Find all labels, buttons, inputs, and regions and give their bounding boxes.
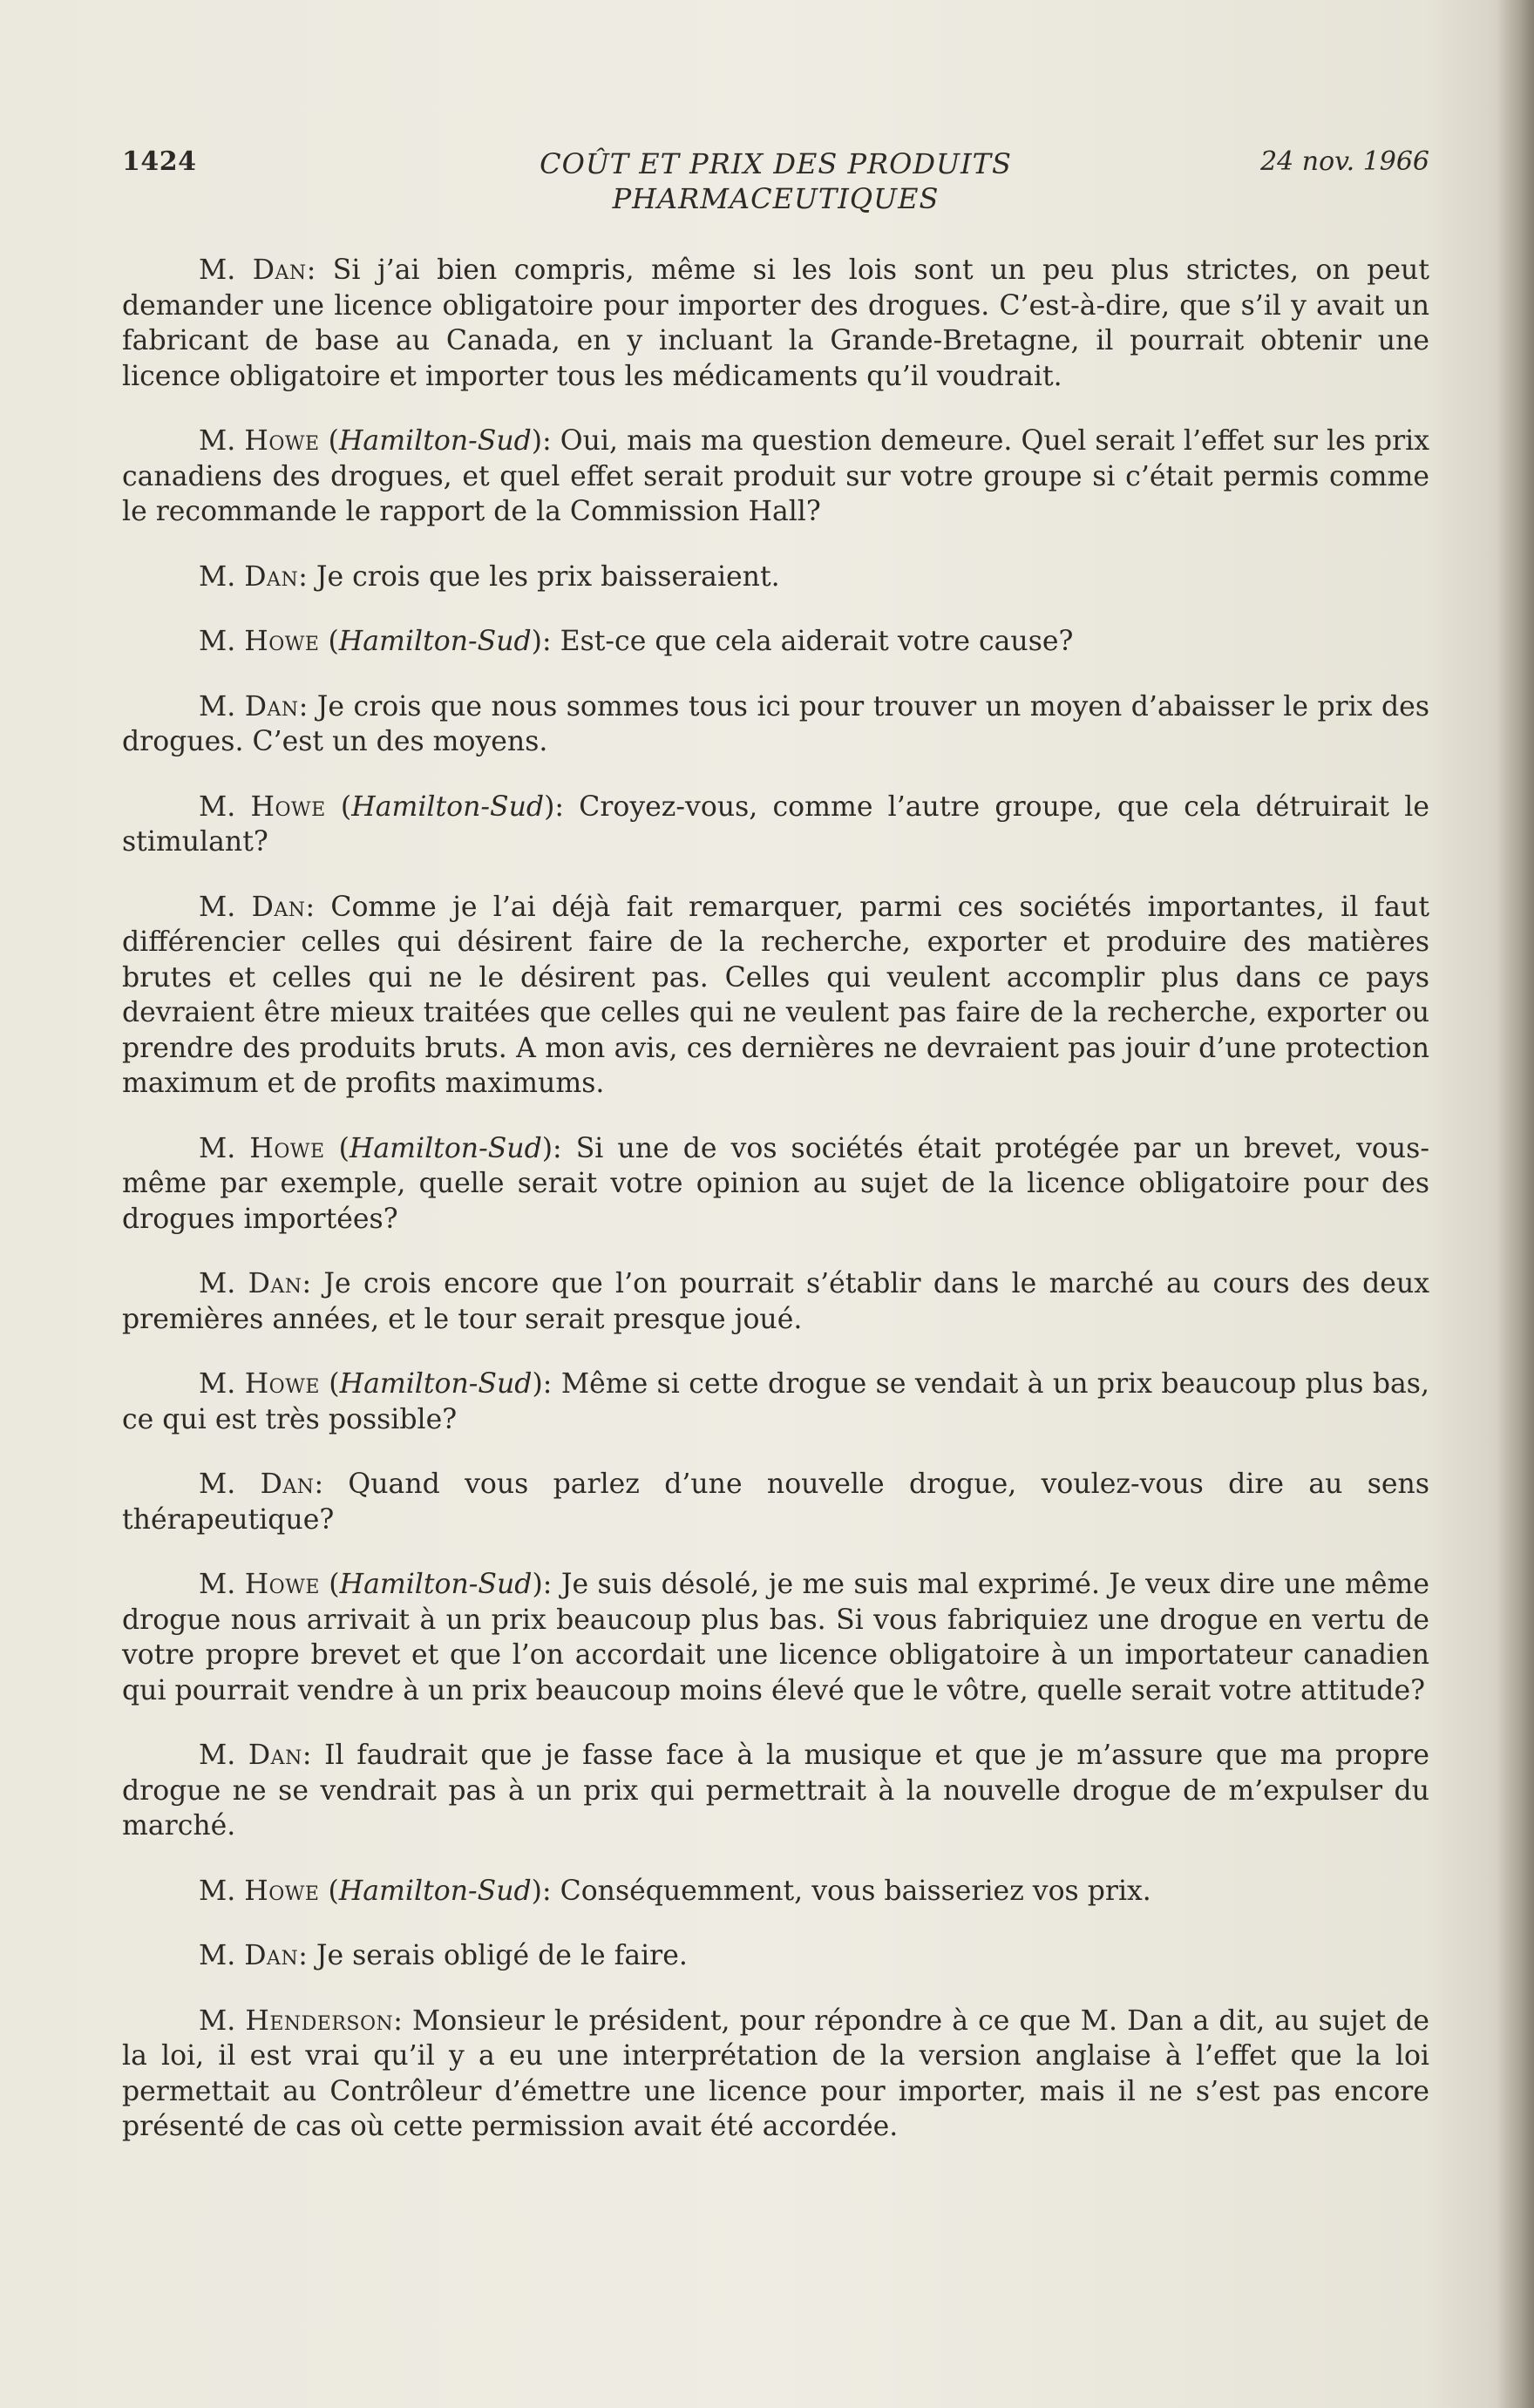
speech-text: Je crois que les prix baisseraient. <box>316 560 780 593</box>
speech-text: Je serais obligé de le faire. <box>316 1940 688 1971</box>
speech-text: Si j’ai bien compris, même si les lois sont un peu plus strictes, on peut demander une licence obligatoire pour importer des drogues. C’est-à-dire, que s’il y avait un fabricant de base au Canada, en y incluant la Grande-Bretagne, il pourrait obtenir une licence obligatoire et importer tous les médicaments qu’il voudrait. <box>122 254 1429 392</box>
speaker-name: Howe <box>244 626 320 657</box>
speech-paragraph: M. Dan: Quand vous parlez d’une nouvelle drogue, voulez-vous dire au sens thérapeutique? <box>122 1469 1429 1536</box>
running-title-line-1: COÛT ET PRIX DES PRODUITS <box>540 147 1012 180</box>
speaker-constituency: Hamilton-Sud <box>338 626 532 657</box>
speech-text: Si une de vos sociétés était protégée par un brevet, vous-même par exemple, quelle serait votre opinion au sujet de la licence obligatoire pour des drogues importées? <box>122 1132 1429 1235</box>
speaker-constituency: Hamilton-Sud <box>349 1132 542 1164</box>
speaker-prefix: M. <box>199 690 236 722</box>
speech-text: Je crois que nous sommes tous ici pour trouver un moyen d’abaisser le prix des drogues. C’est un des moyens. <box>122 690 1429 757</box>
speech-paragraph: M. Howe (Hamilton-Sud): Conséquemment, vous baisseriez vos prix. <box>199 1875 1151 1907</box>
speaker-prefix: M. <box>199 1569 236 1600</box>
speech-text: Il faudrait que je fasse face à la musique et que je m’assure que ma propre drogue ne se vendrait pas à un prix qui permettrait à la nouvelle drogue de m’expulser du marché. <box>122 1740 1429 1842</box>
speech-text: Est-ce que cela aiderait votre cause? <box>560 626 1074 657</box>
speaker-name: Dan <box>244 1940 299 1971</box>
speech-paragraph: M. Dan: Je serais obligé de le faire. <box>199 1940 688 1971</box>
speaker-prefix: M. <box>199 1740 236 1771</box>
speaker-prefix: M. <box>199 1469 236 1500</box>
speech-paragraph: M. Dan: Il faudrait que je fasse face à la musique et que je m’assure que ma propre drogue ne se vendrait pas à un prix qui permettrait à la nouvelle drogue de m’expulser du marché. <box>122 1740 1429 1842</box>
running-title-line-2: PHARMACEUTIQUES <box>612 182 940 215</box>
speaker-constituency: Hamilton-Sud <box>338 425 532 457</box>
speaker-prefix: M. <box>199 1132 236 1164</box>
speaker-prefix: M. <box>199 425 236 457</box>
speech-paragraph: M. Howe (Hamilton-Sud): Même si cette drogue se vendait à un prix beaucoup plus bas, ce qui est très possible? <box>122 1368 1429 1435</box>
speaker-name: Dan <box>252 254 307 286</box>
speech-paragraph: M. Henderson: Monsieur le président, pour répondre à ce que M. Dan a dit, au sujet de la loi, il est vrai qu’il y a eu une interprétation de la version anglaise à l’effet que la loi permettait au Contrôleur d’émettre une licence pour importer, mais il ne s’est pas encore présenté de cas où cette permission avait été accordée. <box>122 2004 1429 2142</box>
page-number: 1424 <box>122 146 197 177</box>
speaker-prefix: M. <box>199 790 236 823</box>
speaker-prefix: M. <box>199 1368 236 1400</box>
speech-paragraph: M. Dan: Si j’ai bien compris, même si les lois sont un peu plus strictes, on peut demander une licence obligatoire pour importer des drogues. C’est-à-dire, que s’il y avait un fabricant de base au Canada, en y incluant la Grande-Bretagne, il pourrait obtenir une licence obligatoire et importer tous les médicaments qu’il voudrait. <box>122 254 1429 392</box>
speech-text: Monsieur le président, pour répondre à ce que M. Dan a dit, au sujet de la loi, il est vrai qu’il y a eu une interprétation de la version anglaise à l’effet que la loi permettait au Contrôleur d’émettre une licence pour importer, mais il ne s’est pas encore présenté de cas où cette permission avait été accordée. <box>122 2004 1429 2142</box>
transcript-body <box>122 253 1429 2174</box>
speaker-name: Howe <box>244 425 320 457</box>
speaker-name: Dan <box>244 560 299 593</box>
book-binding-edge <box>1497 0 1534 2408</box>
speaker-prefix: M. <box>199 560 236 593</box>
speaker-name: Howe <box>244 1569 320 1600</box>
speaker-prefix: M. <box>199 1268 236 1299</box>
speech-paragraph: M. Howe (Hamilton-Sud): Si une de vos sociétés était protégée par un brevet, vous-même par exemple, quelle serait votre opinion au sujet de la licence obligatoire pour des drogues importées? <box>122 1132 1429 1235</box>
speech-paragraph: M. Dan: Je crois que les prix baisseraient. <box>199 560 780 593</box>
speaker-name: Dan <box>248 1268 302 1299</box>
speech-paragraph: M. Howe (Hamilton-Sud): Croyez-vous, comme l’autre groupe, que cela détruirait le stimulant? <box>122 790 1429 858</box>
speaker-constituency: Hamilton-Sud <box>339 1368 533 1400</box>
running-title <box>122 146 1429 216</box>
speech-paragraph: M. Howe (Hamilton-Sud): Est-ce que cela aiderait votre cause? <box>199 626 1074 657</box>
speaker-prefix: M. <box>199 2004 236 2037</box>
speech-paragraph: M. Howe (Hamilton-Sud): Oui, mais ma question demeure. Quel serait l’effet sur les prix canadiens des drogues, et quel effet serait produit sur votre groupe si c’était permis comme le recommande le rapport de la Commission Hall? <box>122 425 1429 527</box>
speaker-name: Howe <box>250 790 326 823</box>
speech-text: Quand vous parlez d’une nouvelle drogue, voulez-vous dire au sens thérapeutique? <box>122 1469 1429 1536</box>
speaker-prefix: M. <box>199 1875 236 1907</box>
speaker-constituency: Hamilton-Sud <box>351 790 545 823</box>
speaker-prefix: M. <box>199 626 236 657</box>
speaker-name: Howe <box>244 1875 320 1907</box>
speaker-name: Henderson <box>245 2004 394 2037</box>
speech-paragraph: M. Howe (Hamilton-Sud): Je suis désolé, je me suis mal exprimé. Je veux dire une même drogue nous arrivait à un prix beaucoup plus bas. Si vous fabriquiez une drogue en vertu de votre propre brevet et que l’on accordait une licence obligatoire à un importateur canadien qui pourrait vendre à un prix beaucoup moins élevé que le vôtre, quelle serait votre attitude? <box>122 1569 1429 1706</box>
speaker-name: Dan <box>244 690 299 722</box>
speech-text: Comme je l’ai déjà fait remarquer, parmi ces sociétés importantes, il faut différencier celles qui désirent faire de la recherche, exporter et produire des matières brutes et celles qui ne le désirent pas. Celles qui veulent accomplir plus dans ce pays devraient être mieux traitées que celles qui ne veulent pas faire de la recherche, exporter ou prendre des produits bruts. A mon avis, ces dernières ne devraient pas jouir d’une protection maximum et de profits maximums. <box>122 891 1429 1099</box>
speaker-name: Howe <box>244 1368 320 1400</box>
speech-paragraph: M. Dan: Je crois encore que l’on pourrait s’établir dans le marché au cours des deux premières années, et le tour serait presque joué. <box>122 1268 1429 1335</box>
speech-text: Même si cette drogue se vendait à un prix beaucoup plus bas, ce qui est très possible? <box>122 1368 1429 1435</box>
header-date: 24 nov. 1966 <box>1260 146 1429 177</box>
speaker-constituency: Hamilton-Sud <box>339 1569 533 1600</box>
speaker-prefix: M. <box>199 254 236 286</box>
speech-text: Je crois encore que l’on pourrait s’établir dans le marché au cours des deux premières années, et le tour serait presque joué. <box>122 1268 1429 1335</box>
speech-text: Je suis désolé, je me suis mal exprimé. Je veux dire une même drogue nous arrivait à un prix beaucoup plus bas. Si vous fabriquiez une drogue en vertu de votre propre brevet et que l’on accordait une licence obligatoire à un importateur canadien qui pourrait vendre à un prix beaucoup moins élevé que le vôtre, quelle serait votre attitude? <box>122 1569 1429 1706</box>
speech-paragraph: M. Dan: Je crois que nous sommes tous ici pour trouver un moyen d’abaisser le prix des drogues. C’est un des moyens. <box>122 690 1429 757</box>
speech-text: Oui, mais ma question demeure. Quel serait l’effet sur les prix canadiens des drogues, et quel effet serait produit sur votre groupe si c’était permis comme le recommande le rapport de la Commission Hall? <box>122 425 1429 527</box>
running-header <box>122 146 1429 216</box>
speech-text: Croyez-vous, comme l’autre groupe, que cela détruirait le stimulant? <box>122 790 1429 858</box>
speaker-name: Dan <box>260 1469 315 1500</box>
speaker-constituency: Hamilton-Sud <box>338 1875 532 1907</box>
speech-paragraph: M. Dan: Comme je l’ai déjà fait remarquer, parmi ces sociétés importantes, il faut différencier celles qui désirent faire de la recherche, exporter et produire des matières brutes et celles qui ne le désirent pas. Celles qui veulent accomplir plus dans ce pays devraient être mieux traitées que celles qui ne veulent pas faire de la recherche, exporter ou prendre des produits bruts. A mon avis, ces dernières ne devraient pas jouir d’une protection maximum et de profits maximums. <box>122 891 1429 1099</box>
speech-text: Conséquemment, vous baisseriez vos prix. <box>560 1875 1151 1907</box>
speaker-name: Dan <box>248 1740 302 1771</box>
speaker-name: Howe <box>249 1132 325 1164</box>
speaker-prefix: M. <box>199 1940 236 1971</box>
speaker-name: Dan <box>251 891 306 923</box>
speaker-prefix: M. <box>199 891 236 923</box>
